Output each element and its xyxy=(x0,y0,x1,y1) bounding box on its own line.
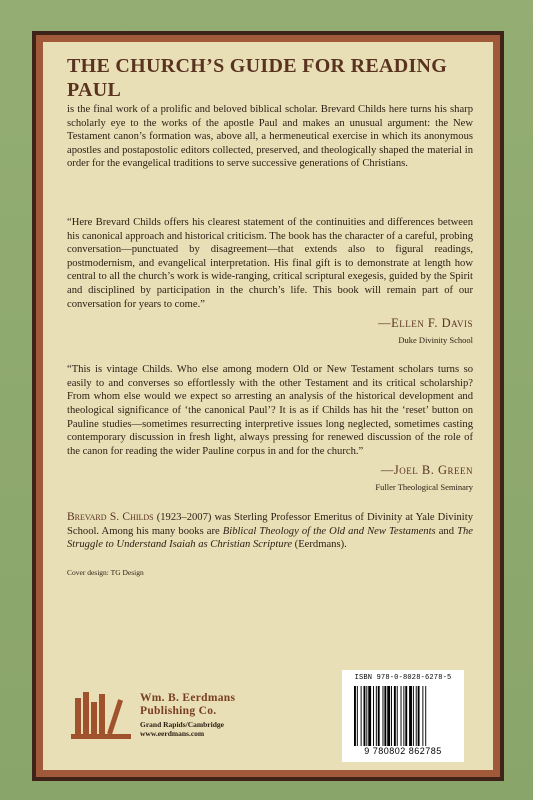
book-title: Biblical Theology of the Old and New Testaments xyxy=(222,525,436,537)
endorser-affiliation: Fuller Theological Seminary xyxy=(375,482,473,493)
barcode-icon xyxy=(352,686,456,746)
endorsement-text: “Here Brevard Childs offers his clearest statement of the continuities and differences between his canonical approach and historical criticism. The book has the character of a careful, probing conversation—punctuated by disagreement—that extends also to figural readings, postmodernism, and evangelical interpretation. His final gift is to demonstrate at length how central to all the church’s work is wide-ranging, critical scriptural exegesis, guided by the Spirit and disciplined by participation in the church’s life. This book will remain part of our conversation for years to come.” xyxy=(67,216,473,310)
isbn-label: ISBN 978-0-8028-6278-5 xyxy=(354,674,452,682)
endorsement-attribution xyxy=(67,463,473,493)
book-title: The Struggle to Understand Isaiah as Christian Scripture xyxy=(67,525,473,551)
headline: THE CHURCH’S GUIDE FOR READING PAUL xyxy=(67,55,448,101)
endorser-affiliation: Duke Divinity School xyxy=(398,335,473,346)
bio-text: (1923–2007) was Sterling Professor Emeritus of Divinity at Yale Divinity School. Among his many books are xyxy=(67,512,473,537)
cover-copy xyxy=(67,54,473,577)
endorsement-davis xyxy=(67,216,473,346)
publisher-name-line1: Wm. B. Eerdmans xyxy=(140,692,236,704)
endorsement-green xyxy=(67,363,473,493)
bio-text: and xyxy=(435,525,458,537)
endorser-name: —Joel B. Green xyxy=(380,463,473,478)
author-name: Brevard S. Childs xyxy=(67,511,154,524)
barcode-number: 9 780802 862785 xyxy=(364,746,442,756)
endorsement-attribution xyxy=(67,316,473,346)
text-panel xyxy=(43,42,493,770)
barcode-box xyxy=(342,670,464,762)
endorsement-text: “This is vintage Childs. Who else among modern Old or New Testament scholars turns so easily to and converses so effortlessly with the other Testament and its critical scholarship? From whom else would we expect so arresting an analysis of the historical development and theological significance of ‘the canonical Paul’? It is as if Childs has hit the ‘reset’ button on Pauline studies—sometimes resurrecting interpretive issues long neglected, sometimes casting contemporary discussion in fresh light, always pressing for renewed discussion of the role of the canon for reading the wider Pauline corpus in and for the church.” xyxy=(67,364,473,457)
publisher-name-line2: Publishing Co. xyxy=(140,705,217,717)
outer-frame xyxy=(32,31,504,781)
intro-paragraph: is the final work of a prolific and beloved biblical scholar. Brevard Childs here turns his sharp scholarly eye to the works of the apostle Paul and makes an unusual argument: the New Testament canon’s formation was, above all, a hermeneutical exercise in which its anonymous apostles and postapostolic editors collected, preserved, and theologically shaped the material in order for the evangelical traditions to serve successive generations of Christians. xyxy=(67,104,473,170)
publisher-website: www.eerdmans.com xyxy=(140,729,205,738)
author-bio xyxy=(67,511,473,552)
publisher-block xyxy=(140,692,290,738)
eerdmans-books-logo-icon xyxy=(71,688,131,740)
inner-frame xyxy=(36,35,500,777)
endorser-name: —Ellen F. Davis xyxy=(378,316,473,331)
bio-text: (Eerdmans). xyxy=(292,539,347,551)
cover-design-credit: Cover design: TG Design xyxy=(67,568,144,578)
publisher-location: Grand Rapids/Cambridge xyxy=(140,720,224,729)
